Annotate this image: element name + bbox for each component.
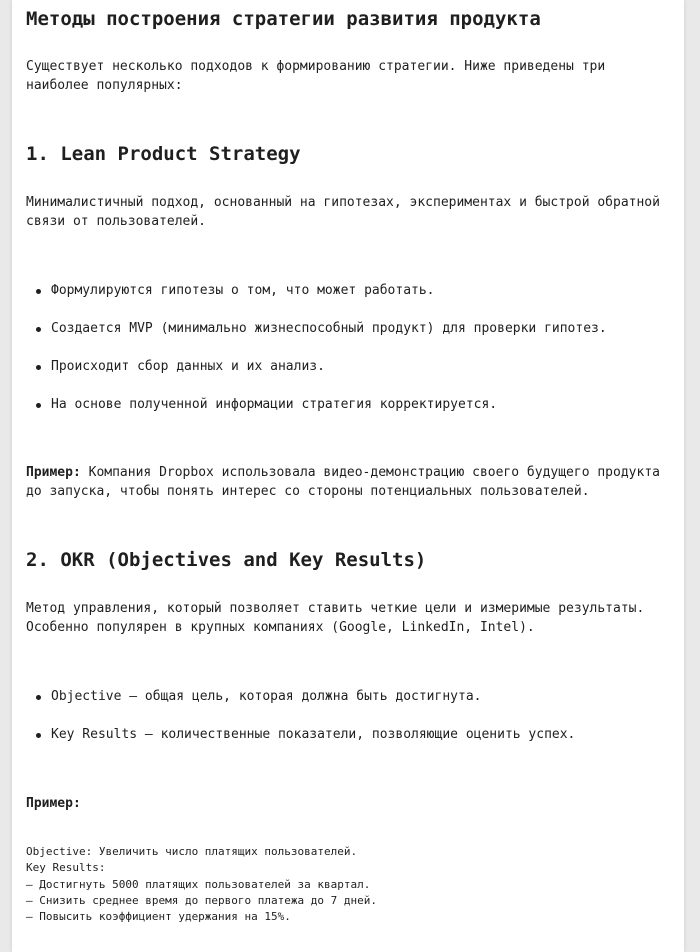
code-line: – Повысить коэффициент удержания на 15%. <box>26 910 291 924</box>
okr-bullet-list <box>26 687 666 744</box>
page-title: Методы построения стратегии развития продукта <box>26 8 541 30</box>
okr-example-code-block <box>26 844 377 925</box>
code-line: Objective: Увеличить число платящих пользователей. <box>26 845 358 858</box>
code-line: Key Results: <box>26 861 106 875</box>
okr-description: Метод управления, который позволяет ставить четкие цели и измеримые результаты. Особенно популярен в крупных компаниях (Google, LinkedIn, Intel). <box>26 601 645 635</box>
code-line: – Достигнуть 5000 платящих пользователей за квартал. <box>26 877 371 891</box>
list-item: На основе полученной информации стратегия корректируется. <box>26 395 666 414</box>
list-item: Происходит сбор данных и их анализ. <box>26 357 666 376</box>
document-page <box>12 0 684 952</box>
list-item: Формулируются гипотезы о том, что может работать. <box>26 281 666 300</box>
list-item: Создается MVP (минимально жизнеспособный продукт) для проверки гипотез. <box>26 319 666 338</box>
code-line: – Снизить среднее время до первого платежа до 7 дней. <box>26 893 377 907</box>
example-label: Пример: <box>26 465 81 480</box>
lean-description: Минималистичный подход, основанный на гипотезах, экспериментах и быстрой обратной связи от пользователей. <box>26 195 660 229</box>
example-label: Пример: <box>26 796 81 811</box>
lean-bullet-list <box>26 281 666 414</box>
section-heading-okr: 2. OKR (Objectives and Key Results) <box>26 549 427 571</box>
lean-example-paragraph <box>26 463 666 501</box>
list-item: Objective — общая цель, которая должна быть достигнута. <box>26 687 666 706</box>
example-text: Компания Dropbox использовала видео-демонстрацию своего будущего продукта до запуска, чтобы понять интерес со стороны потенциальных пользователей. <box>26 465 660 499</box>
intro-paragraph: Существует несколько подходов к формированию стратегии. Ниже приведены три наиболее популярных: <box>26 59 606 93</box>
list-item: Key Results — количественные показатели, позволяющие оценить успех. <box>26 725 666 744</box>
section-heading-lean: 1. Lean Product Strategy <box>26 143 301 165</box>
okr-example-label-paragraph <box>26 794 666 813</box>
